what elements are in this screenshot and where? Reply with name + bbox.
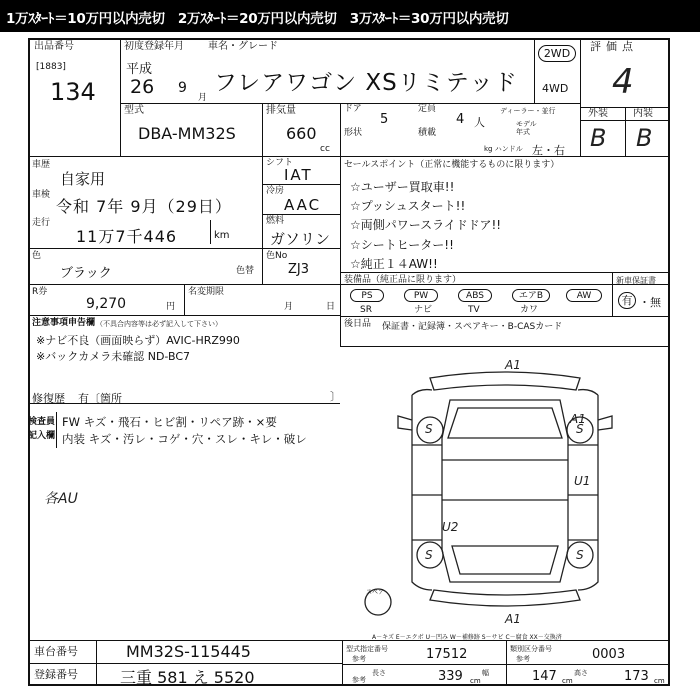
rating-value: 4 — [612, 62, 634, 102]
chassis-value: MM32S-115445 — [126, 642, 251, 661]
warranty-sep: ・ — [639, 296, 650, 309]
model-value: DBA-MM32S — [138, 124, 236, 143]
width-label: 幅 — [482, 669, 489, 677]
shift-value: IAT — [284, 166, 313, 184]
drive-2wd: 2WD — [538, 45, 576, 62]
accessories-value: 保証書・記録簿・スペアキー・B-CASカード — [382, 322, 563, 332]
width-value: 147 — [532, 669, 557, 684]
displacement-label: 排気量 — [266, 105, 296, 116]
spare-label: スペア — [366, 589, 385, 596]
sales-point-3: ☆両側パワースライドドア!! — [350, 218, 502, 232]
accessories-label: 後日品 — [344, 319, 372, 329]
model-year-label: モデル 年式 — [516, 120, 537, 136]
chassis-label: 車台番号 — [34, 645, 78, 658]
handwritten-note: 各AU — [44, 491, 78, 507]
fuel-label: 燃料 — [266, 216, 285, 226]
mark-a1-front: A1 — [505, 358, 521, 372]
inspector-label-1: 検査員 — [28, 417, 56, 427]
equip-leather: カワ — [520, 305, 539, 315]
height-label: 高さ — [574, 669, 588, 677]
length-unit: cm — [470, 677, 481, 685]
handle-value: 左・右 — [532, 144, 565, 157]
note-line-1: ※ナビ不良（画面映らず）AVIC-HRZ990 — [36, 334, 240, 347]
mark-u2: U2 — [442, 520, 459, 534]
warranty-yes: 有 — [618, 292, 636, 309]
recycle-value: 9,270 — [86, 296, 127, 312]
mark-s-front-right: S — [576, 422, 584, 436]
note-line-2: ※バックカメラ未確認 ND-BC7 — [36, 350, 191, 363]
sales-point-5: ☆純正１４AW!! — [350, 257, 438, 271]
equip-abs: ABS — [458, 289, 492, 302]
notes-sub: （不具合内容等は必ず記入して下さい） — [96, 320, 222, 328]
mark-s-front-left: S — [425, 422, 433, 436]
repair-close: 〕 — [330, 390, 341, 403]
doors-label: ドア — [344, 104, 362, 114]
rating-label: 評価点 — [590, 40, 638, 53]
recycle-unit: 円 — [166, 302, 176, 312]
class-label: 類別区分番号 — [510, 645, 552, 653]
color-code-label: 色No — [266, 251, 288, 261]
size-ref-label: 参考 — [352, 676, 366, 684]
color-label: 色 — [32, 251, 42, 261]
header-text: 1万ｽﾀｰﾄ＝10万円以内売切 2万ｽﾀｰﾄ＝20万円以内売切 3万ｽﾀｰﾄ＝30万円以内売切 — [6, 11, 509, 27]
height-value: 173 — [624, 669, 649, 684]
load-label: 積載 — [418, 128, 437, 138]
car-name-label: 車名・グレード — [208, 41, 278, 52]
exterior-grade: B — [590, 124, 607, 152]
fuel-value: ガソリン — [270, 230, 331, 248]
shift-label: シフト — [266, 158, 294, 168]
capacity-unit: 人 — [474, 116, 485, 129]
type-ref-label: 参考 — [352, 655, 366, 663]
equip-navi: ナビ — [414, 305, 433, 315]
displacement-value: 660 — [286, 124, 317, 143]
doors-value: 5 — [380, 112, 389, 127]
mileage-label: 走行 — [32, 218, 51, 228]
day-label: 日 — [326, 302, 336, 312]
equipment-label: 装備品（純正品に限ります） — [344, 275, 462, 285]
drive-4wd: 4WD — [542, 82, 569, 95]
equip-sr: SR — [360, 305, 372, 315]
warranty-label: 新車保証書 — [616, 276, 656, 285]
width-unit: cm — [562, 677, 573, 685]
lot-code: [1883] — [36, 62, 66, 72]
lot-label: 出品番号 — [34, 41, 74, 52]
registration-year: 26 — [130, 76, 155, 98]
registration-label: 初度登録年月 — [124, 41, 184, 52]
color-code: ZJ3 — [288, 262, 310, 277]
mark-s-rear-left: S — [425, 548, 433, 562]
inspector-row-1: FW キズ・飛石・ヒビ割・リペア跡・×要 — [62, 415, 277, 429]
repaint-label: 色替 — [236, 266, 255, 276]
repair-value: 有〔箇所 — [78, 392, 122, 405]
equip-tv: TV — [468, 305, 480, 315]
notes-label: 注意事項申告欄 — [32, 318, 96, 328]
handle-label: kg ハンドル — [484, 145, 523, 153]
mileage-value: 11万7千446 — [76, 227, 178, 246]
inspector-row-2: 内装 キズ・汚レ・コゲ・穴・スレ・キレ・破レ — [62, 432, 307, 446]
sales-point-1: ☆ユーザー買取車!! — [350, 180, 455, 194]
height-unit: cm — [654, 677, 665, 685]
mark-a1-rear: A1 — [505, 612, 521, 626]
recycle-label: R券 — [32, 287, 48, 297]
capacity-value: 4 — [456, 112, 465, 127]
usage-label: 車歴 — [32, 160, 51, 170]
color-value: ブラック — [60, 266, 112, 281]
month-label: 月 — [284, 302, 294, 312]
car-damage-diagram — [340, 350, 670, 630]
plate-label: 登録番号 — [34, 668, 78, 681]
registration-month: 9 — [178, 80, 187, 96]
diagram-legend: A－キズ E－エクボ U－凹み W－補修跡 S－サビ C－腐食 XX－交換済 — [372, 634, 562, 641]
sales-point-4: ☆シートヒーター!! — [350, 238, 454, 252]
equip-airbag: エアB — [512, 289, 550, 302]
shape-label: 形状 — [344, 128, 363, 138]
registration-month-unit: 月 — [198, 93, 208, 103]
usage-value: 自家用 — [60, 170, 106, 188]
type-spec-label: 型式指定番号 — [346, 645, 388, 653]
ac-label: 冷房 — [266, 186, 285, 196]
sales-points-label: セールスポイント（正常に機能するものに限ります） — [344, 160, 560, 170]
class-ref-label: 参考 — [516, 655, 530, 663]
header-bar — [0, 0, 700, 32]
length-value: 339 — [438, 669, 463, 684]
interior-label: 内装 — [633, 108, 653, 119]
warranty-no: 無 — [650, 296, 661, 309]
registration-era: 平成 — [126, 62, 153, 77]
equip-pw: PW — [404, 289, 438, 302]
interior-grade: B — [636, 124, 653, 152]
mark-u1: U1 — [574, 474, 591, 488]
plate-value: 三重 581 え 5520 — [120, 668, 255, 687]
dealer-label: ディーラー・並行 — [500, 107, 556, 115]
inspector-label-2: 記入欄 — [28, 431, 56, 441]
inspection-value: 令和 7年 9月（29日） — [56, 197, 232, 216]
exterior-label: 外装 — [588, 108, 608, 119]
repair-label: 修復歴 — [32, 392, 65, 405]
lot-number: 134 — [50, 78, 96, 106]
mark-a1-right: A1 — [570, 412, 586, 426]
ac-value: AAC — [284, 196, 322, 214]
sales-point-2: ☆プッシュスタート!! — [350, 199, 466, 213]
capacity-label: 定員 — [418, 104, 437, 114]
mileage-unit: km — [214, 230, 230, 241]
model-label: 型式 — [124, 105, 144, 116]
car-name: フレアワゴン XSリミテッド — [214, 70, 518, 96]
length-label: 長さ — [372, 669, 386, 677]
mark-s-rear-right: S — [576, 548, 584, 562]
inspection-label: 車検 — [32, 190, 51, 200]
equip-aw: AW — [566, 289, 602, 302]
name-change-label: 名変期限 — [188, 287, 225, 297]
equip-ps: PS — [350, 289, 384, 302]
type-spec-value: 17512 — [426, 647, 468, 662]
displacement-unit: cc — [320, 144, 330, 154]
class-value: 0003 — [592, 647, 626, 662]
